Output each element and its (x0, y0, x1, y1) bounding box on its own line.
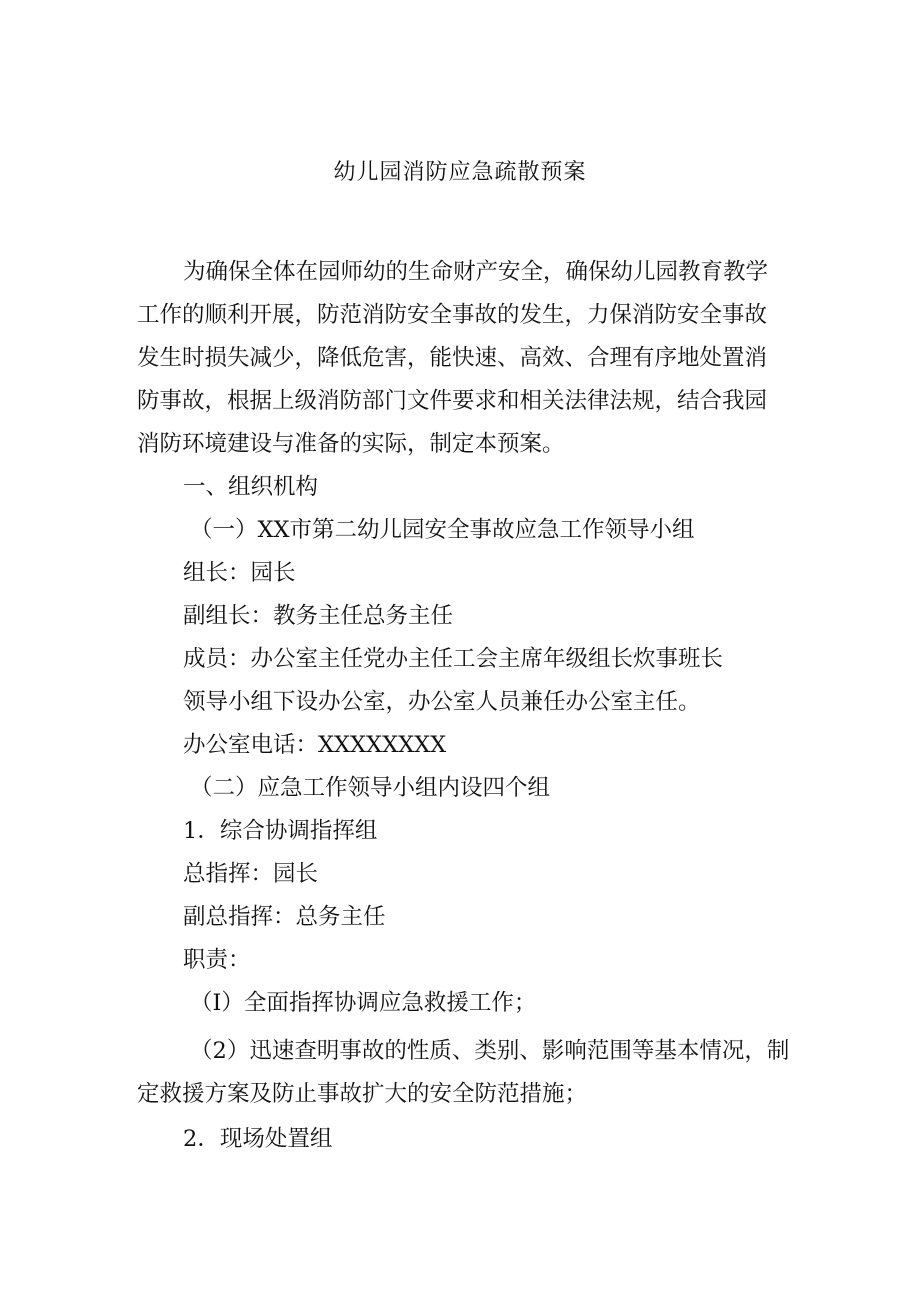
deputy-commander-line: 副总指挥：总务主任 (183, 904, 386, 930)
group1-heading: 1．综合协调指挥组 (183, 818, 378, 844)
office-phone-line: 办公室电话：XXXXXXXX (183, 732, 447, 758)
deputy-leader-line: 副组长：教务主任总务主任 (183, 603, 454, 629)
intro-line-5: 消防环境建设与准备的实际，制定本预案。 (137, 431, 565, 457)
intro-line-1: 为确保全体在园师幼的生命财产安全，确保幼儿园教育教学 (183, 259, 769, 285)
document-title: 幼儿园消防应急疏散预案 (333, 160, 587, 185)
duty-item-1: （I）全面指挥协调应急救援工作； (190, 990, 537, 1016)
section-heading-organization: 一、组织机构 (183, 474, 319, 500)
subsection-heading-four-groups: （二）应急工作领导小组内设四个组 (190, 775, 551, 801)
intro-line-2: 工作的顺利开展，防范消防安全事故的发生，力保消防安全事故 (137, 302, 768, 328)
duty-item-2-line-1: （2）迅速查明事故的性质、类别、影响范围等基本情况，制 (190, 1038, 790, 1064)
intro-line-4: 防事故，根据上级消防部门文件要求和相关法律法规，结合我园 (137, 388, 768, 414)
leader-line: 组长：园长 (183, 560, 296, 586)
office-setup-line: 领导小组下设办公室，办公室人员兼任办公室主任。 (183, 689, 701, 715)
duty-item-2-line-2: 定救援方案及防止事故扩大的安全防范措施； (137, 1081, 588, 1107)
members-line: 成员：办公室主任党办主任工会主席年级组长炊事班长 (183, 646, 724, 672)
commander-line: 总指挥：园长 (183, 861, 319, 887)
group2-heading: 2．现场处置组 (183, 1126, 333, 1152)
subsection-heading-leadership-group: （一）XX市第二幼儿园安全事故应急工作领导小组 (190, 517, 695, 543)
intro-line-3: 发生时损失减少，降低危害，能快速、高效、合理有序地处置消 (137, 345, 768, 371)
duties-label: 职责： (183, 947, 251, 973)
